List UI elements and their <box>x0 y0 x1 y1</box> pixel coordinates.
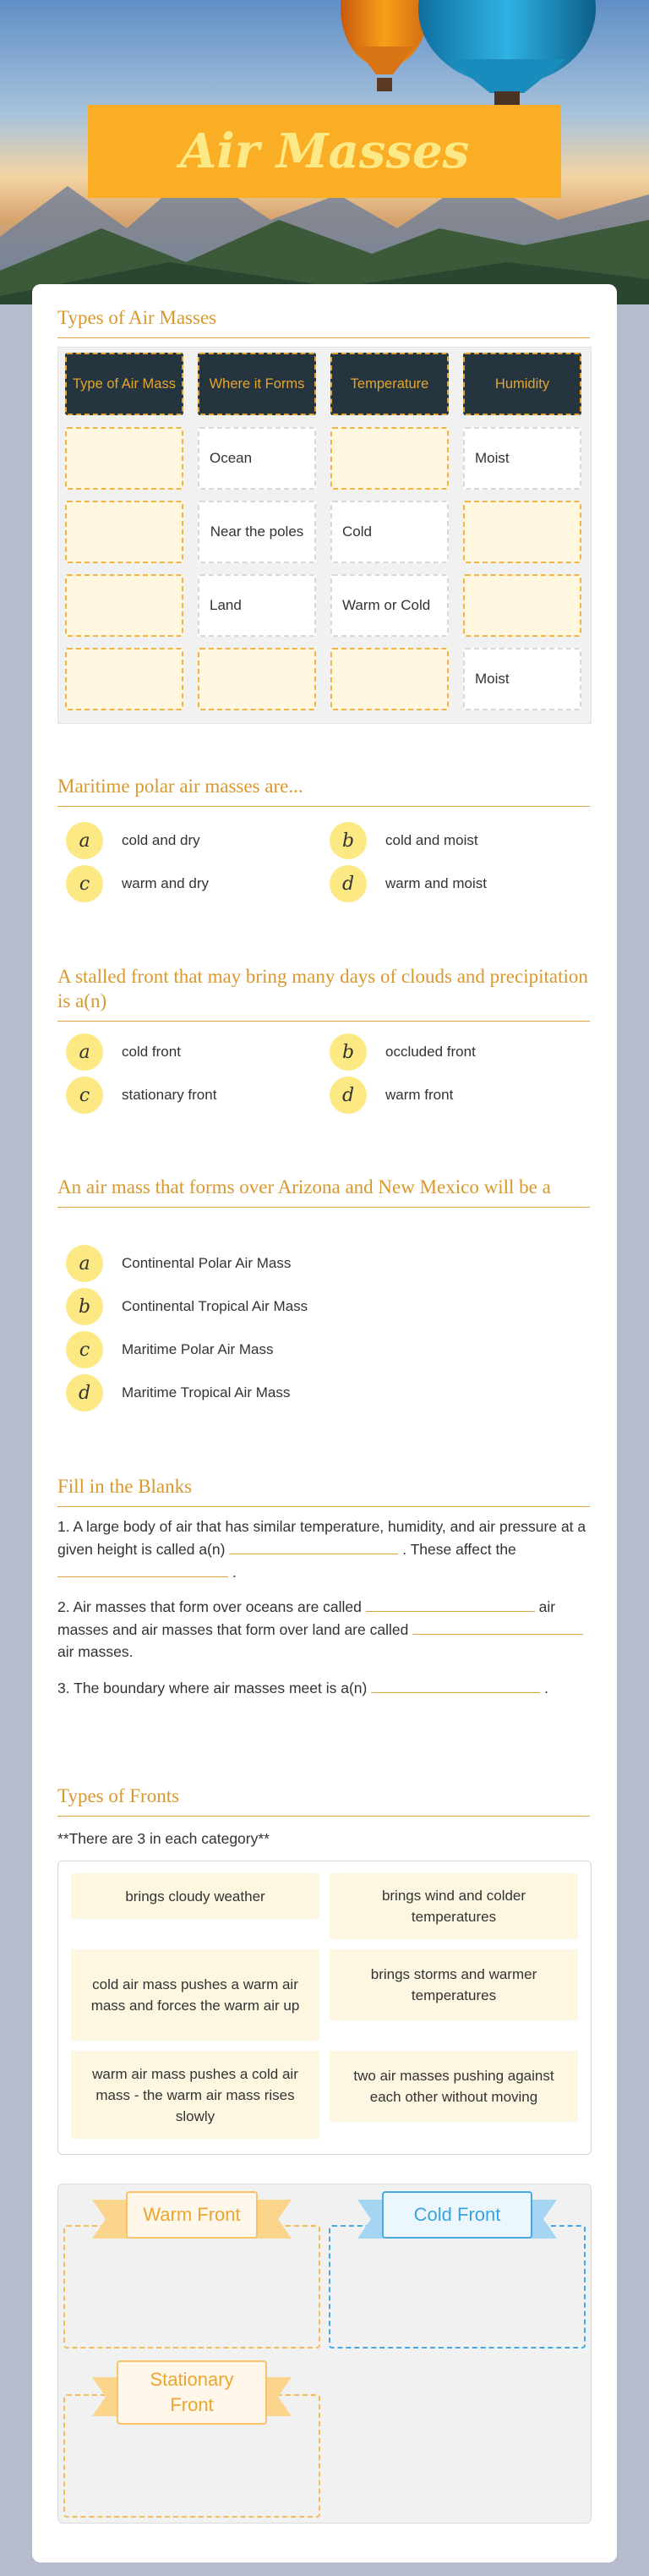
table-cell: Moist <box>463 648 581 710</box>
section-title-types-of-fronts: Types of Fronts <box>57 1784 590 1817</box>
draggable-chip[interactable]: brings wind and colder temperatures <box>330 1873 578 1939</box>
option-letter: d <box>330 865 367 902</box>
option-text: Continental Tropical Air Mass <box>122 1298 308 1314</box>
table-cell: Near the poles <box>198 501 316 563</box>
draggable-chip[interactable]: brings cloudy weather <box>71 1873 319 1919</box>
table-header-where: Where it Forms <box>198 353 316 415</box>
title-banner <box>88 105 561 198</box>
draggable-chip[interactable]: cold air mass pushes a warm air mass and forces the warm air up <box>71 1949 319 2041</box>
sentence-text: . <box>544 1680 548 1696</box>
option-text: stationary front <box>122 1087 217 1103</box>
option-text: occluded front <box>385 1044 476 1060</box>
q1-option-c[interactable] <box>66 865 209 902</box>
table-header-humidity: Humidity <box>463 353 581 415</box>
option-letter: a <box>66 1245 103 1282</box>
page-title: Air Masses <box>179 123 470 179</box>
q2-option-c[interactable] <box>66 1077 216 1114</box>
cold-front-ribbon <box>357 2190 557 2240</box>
table-cell: Cold <box>330 501 449 563</box>
sentence-text: 3. The boundary where air masses meet is a(n) <box>57 1680 368 1696</box>
category-note: **There are 3 in each category** <box>57 1830 270 1847</box>
drop-cell[interactable] <box>198 648 316 710</box>
stationary-front-ribbon <box>92 2359 292 2426</box>
sentence-text: air masses. <box>57 1643 134 1660</box>
option-letter: b <box>330 822 367 859</box>
bucket-label: Cold Front <box>382 2191 532 2239</box>
table-cell: Ocean <box>198 427 316 490</box>
sentence-text: 2. Air masses that form over oceans are called <box>57 1598 362 1615</box>
sentence-text: air masses and air masses that form over land are called <box>57 1598 556 1638</box>
q1-option-b[interactable] <box>330 822 478 859</box>
draggable-chip[interactable]: two air masses pushing against each other without moving <box>330 2051 578 2122</box>
table-header-temperature: Temperature <box>330 353 449 415</box>
warm-front-ribbon <box>92 2190 292 2240</box>
section-title-types-of-air-masses: Types of Air Masses <box>57 306 590 338</box>
option-text: cold and dry <box>122 832 200 848</box>
drop-cell[interactable] <box>463 574 581 637</box>
option-text: Maritime Tropical Air Mass <box>122 1384 291 1400</box>
option-text: cold front <box>122 1044 181 1060</box>
q1-option-d[interactable] <box>330 865 487 902</box>
section-title-fill-in-the-blanks: Fill in the Blanks <box>57 1475 590 1507</box>
sentence-text: 1. A large body of air that has similar temperature, humidity, and air pressure at a given height is called a(n) <box>57 1518 586 1558</box>
option-letter: a <box>66 1033 103 1071</box>
bucket-label: Warm Front <box>126 2191 258 2239</box>
blank-input[interactable] <box>366 1595 535 1612</box>
drop-cell[interactable] <box>463 501 581 563</box>
bucket-label: Stationary Front <box>117 2360 267 2425</box>
blank-input[interactable] <box>412 1618 583 1635</box>
option-text: Continental Polar Air Mass <box>122 1255 292 1271</box>
drop-cell[interactable] <box>330 427 449 490</box>
q3-option-c[interactable] <box>66 1331 273 1368</box>
bucket-warm-front[interactable] <box>63 2225 320 2349</box>
table-cell: Land <box>198 574 316 637</box>
option-text: warm and moist <box>385 875 487 891</box>
question-2-title: A stalled front that may bring many days of clouds and precipitation is a(n) <box>57 965 590 1022</box>
q2-option-a[interactable] <box>66 1033 181 1071</box>
fill-sentence-3 <box>57 1676 590 1699</box>
q3-option-a[interactable] <box>66 1245 291 1282</box>
fill-sentence-2 <box>57 1595 590 1663</box>
option-letter: d <box>330 1077 367 1114</box>
option-text: cold and moist <box>385 832 478 848</box>
option-letter: c <box>66 1077 103 1114</box>
drop-cell[interactable] <box>65 648 183 710</box>
blank-input[interactable] <box>57 1560 228 1577</box>
fill-sentence-1 <box>57 1515 590 1583</box>
blue-balloon-image <box>414 0 600 110</box>
option-letter: b <box>66 1288 103 1325</box>
chip-bank <box>57 1861 592 2155</box>
question-1-title: Maritime polar air masses are... <box>57 775 590 807</box>
worksheet-card <box>32 284 617 2562</box>
option-text: Maritime Polar Air Mass <box>122 1341 274 1357</box>
option-letter: b <box>330 1033 367 1071</box>
q3-option-d[interactable] <box>66 1374 290 1411</box>
drop-cell[interactable] <box>65 427 183 490</box>
q3-option-b[interactable] <box>66 1288 308 1325</box>
option-text: warm front <box>385 1087 454 1103</box>
q2-option-d[interactable] <box>330 1077 453 1114</box>
option-letter: d <box>66 1374 103 1411</box>
blank-input[interactable] <box>229 1537 398 1554</box>
bucket-cold-front[interactable] <box>329 2225 586 2349</box>
draggable-chip[interactable]: brings storms and warmer temperatures <box>330 1949 578 2020</box>
drop-cell[interactable] <box>330 648 449 710</box>
air-mass-table <box>57 347 592 724</box>
drop-cell[interactable] <box>65 501 183 563</box>
draggable-chip[interactable]: warm air mass pushes a cold air mass - the warm air mass rises slowly <box>71 2051 319 2139</box>
question-3-title: An air mass that forms over Arizona and New Mexico will be a <box>57 1176 590 1208</box>
table-header-type: Type of Air Mass <box>65 353 183 415</box>
sentence-text: . <box>232 1564 237 1581</box>
fronts-drop-area <box>57 2184 592 2524</box>
option-letter: c <box>66 865 103 902</box>
option-letter: c <box>66 1331 103 1368</box>
option-letter: a <box>66 822 103 859</box>
table-cell: Warm or Cold <box>330 574 449 637</box>
q2-option-b[interactable] <box>330 1033 476 1071</box>
drop-cell[interactable] <box>65 574 183 637</box>
q1-option-a[interactable] <box>66 822 200 859</box>
table-cell: Moist <box>463 427 581 490</box>
sentence-text: . These affect the <box>402 1541 516 1558</box>
blank-input[interactable] <box>371 1676 540 1693</box>
option-text: warm and dry <box>122 875 209 891</box>
